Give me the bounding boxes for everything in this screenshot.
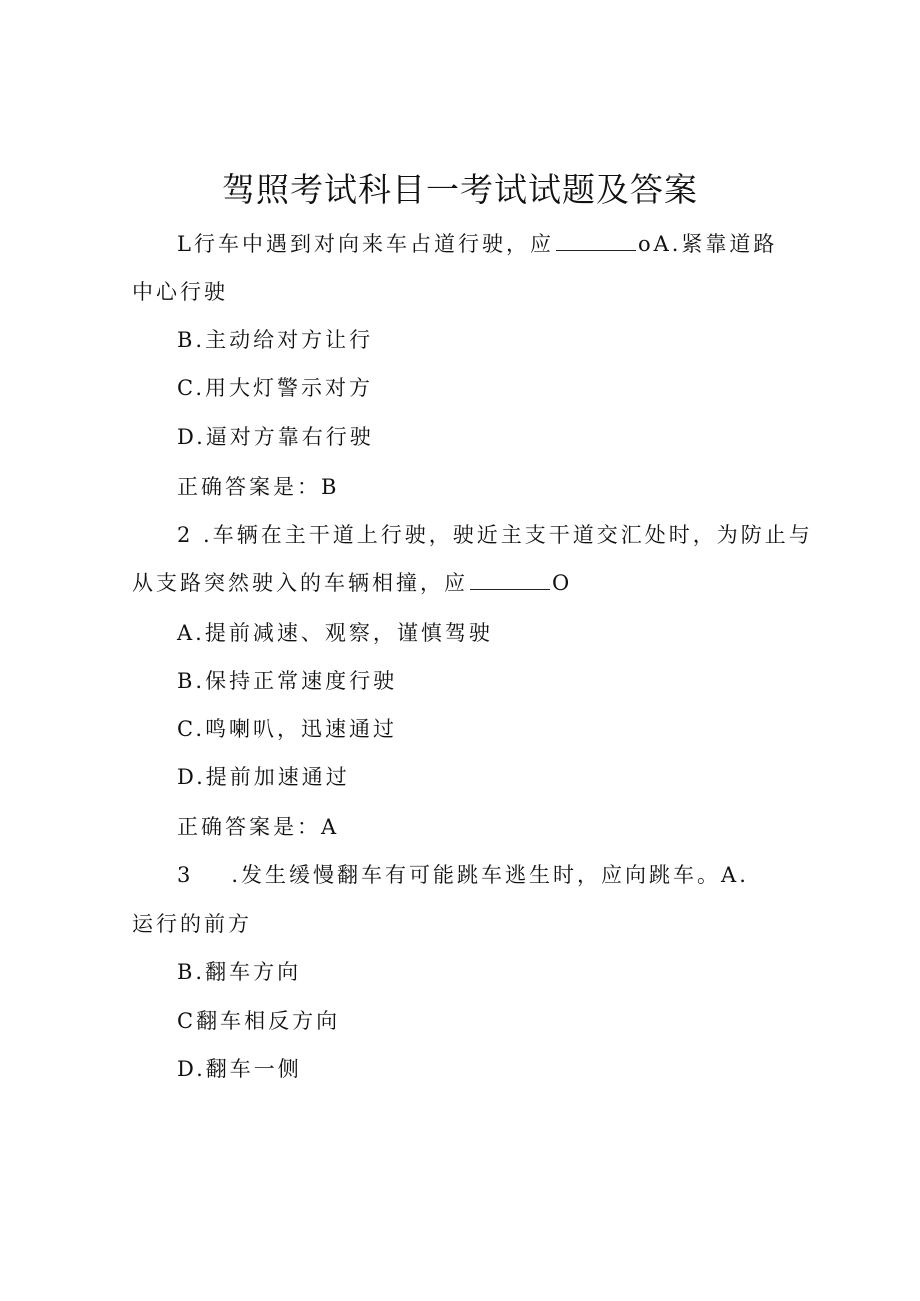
answer-blank bbox=[470, 571, 550, 590]
question-2-option-a: A.提前减速、观察，谨慎驾驶 bbox=[177, 621, 493, 645]
question-1-option-b: B.主动给对方让行 bbox=[177, 328, 374, 352]
question-2-option-d: D.提前加速通过 bbox=[177, 765, 350, 789]
question-2-stem-cont: 从支路突然驶入的车辆相撞，应 bbox=[132, 571, 468, 595]
question-3-option-d: D.翻车一侧 bbox=[177, 1057, 302, 1081]
question-2-stem-continued bbox=[132, 569, 572, 597]
question-1-option-c: C.用大灯警示对方 bbox=[177, 376, 373, 400]
question-3-stem-continued: 运行的前方 bbox=[132, 912, 252, 936]
question-2-stem: 2 .车辆在主干道上行驶，驶近主支干道交汇处时，为防止与 bbox=[177, 523, 813, 547]
question-1-stem-start: L行车中遇到对向来车占道行驶，应 bbox=[177, 232, 554, 256]
answer-blank bbox=[556, 232, 636, 251]
question-3-stem bbox=[177, 861, 749, 889]
question-3-number: 3 bbox=[177, 863, 194, 887]
question-2-answer: 正确答案是：A bbox=[177, 815, 340, 839]
question-1-stem bbox=[177, 230, 777, 258]
question-2-stem-end: O bbox=[552, 571, 573, 595]
question-1-option-d: D.逼对方靠右行驶 bbox=[177, 425, 374, 449]
question-2-option-b: B.保持正常速度行驶 bbox=[177, 669, 398, 693]
page-title: 驾照考试科目一考试试题及答案 bbox=[222, 170, 698, 209]
question-3-option-c: C翻车相反方向 bbox=[177, 1009, 341, 1033]
question-2-option-c: C.鸣喇叭，迅速通过 bbox=[177, 717, 397, 741]
question-1-answer: 正确答案是：B bbox=[177, 475, 340, 499]
question-1-stem-end: oA.紧靠道路 bbox=[637, 232, 778, 256]
question-1-stem-continued: 中心行驶 bbox=[132, 280, 228, 304]
question-3-option-b: B.翻车方向 bbox=[177, 960, 302, 984]
question-3-stem-text: .发生缓慢翻车有可能跳车逃生时，应向跳车。A. bbox=[231, 863, 749, 887]
